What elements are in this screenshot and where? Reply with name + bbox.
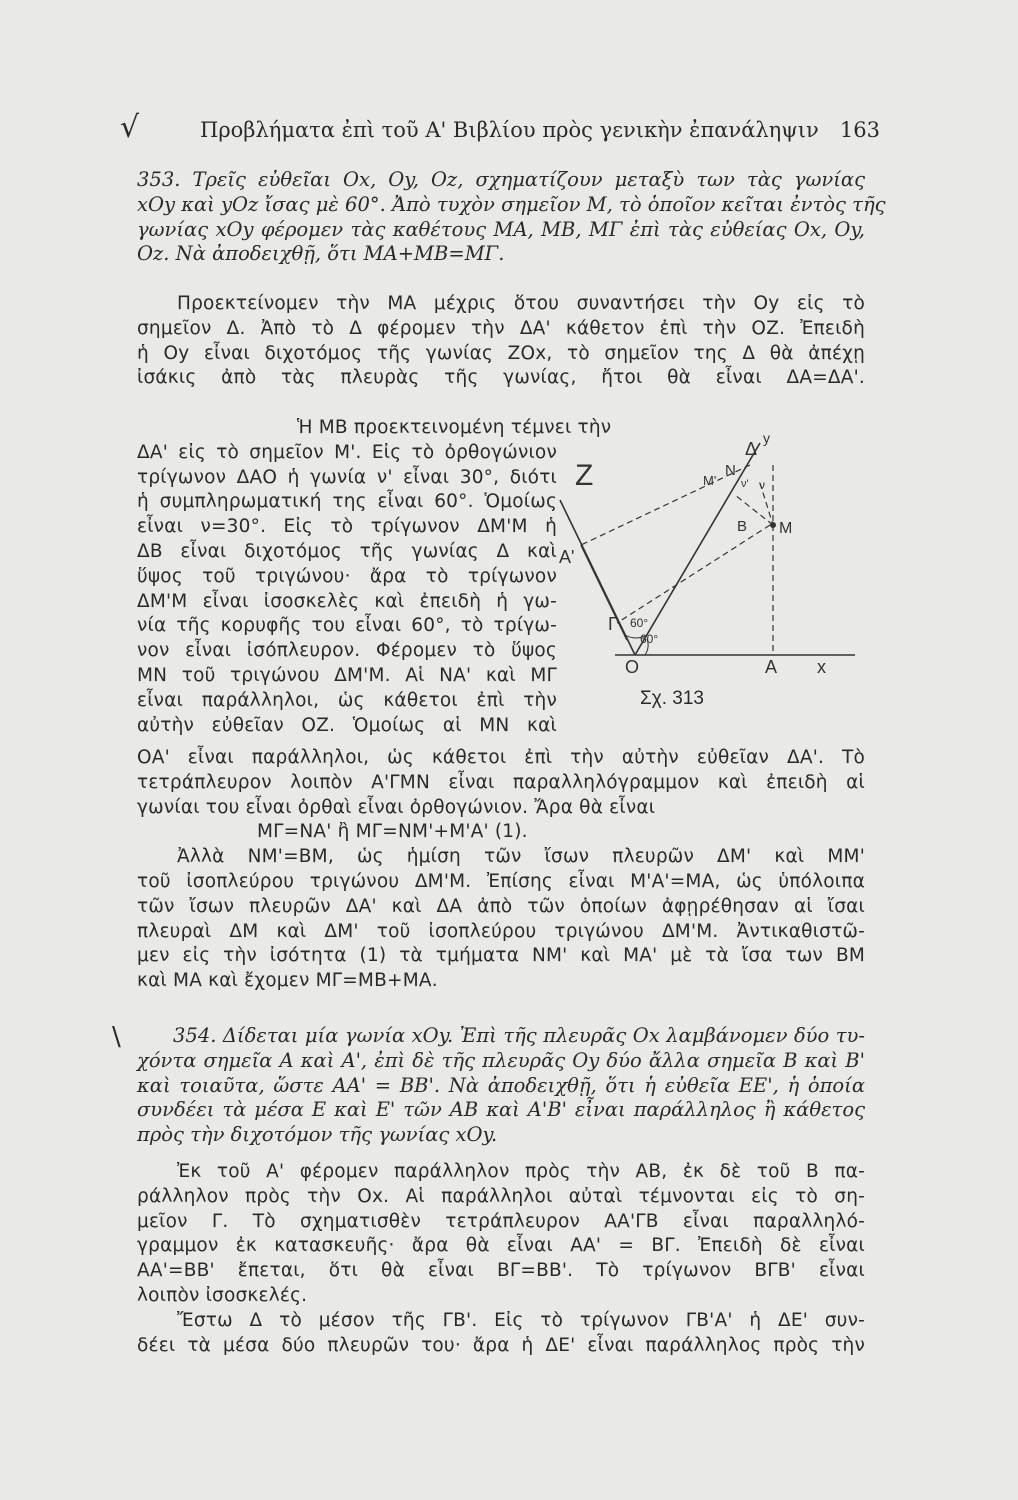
text-line: γωνίαι του εἶναι ὀρθαὶ εἶναι ὀρθογώνιον. Ἄρα θὰ εἶναι [137,796,656,818]
label-gamma: Γ [608,614,618,634]
label-m-prime: M' [703,473,717,488]
point-m [770,522,776,528]
text-line: Ἔστω Δ τὸ μέσον τῆς ΓΒ'. Εἰς τὸ τρίγωνον ΓΒ'Α' ἡ ΔΕ' συν- [177,1309,865,1331]
figure-caption: Σχ. 313 [640,688,704,709]
solution-354 [137,1160,865,1358]
check-mark-icon: √ [120,110,140,145]
text-line: ἰσάκις ἀπὸ τὰς πλευρὰς τῆς γωνίας, ἤτοι θὰ εἶναι ΔΑ=ΔΑ'. [137,367,865,389]
problem-354 [137,1024,865,1148]
label-angle-60-b: 60° [640,632,659,646]
solution-353-intro [137,292,865,391]
label-a-prime: A' [559,547,575,567]
text-line: ΑΑ'=ΒΒ' ἔπεται, ὅτι θὰ εἶναι ΒΓ=ΒΒ'. Τὸ τρίγωνον ΒΓΒ' εἶναι [137,1260,865,1282]
margin-mark-icon: \ [112,1022,121,1052]
problem-353-line: 353. Τρεῖς εὐθεῖαι Ox, Oy, Oz, σχηματίζουν μεταξὺ των τὰς γωνίας [137,168,865,191]
text-line: νία τῆς κορυφῆς του εἶναι 60°, τὸ τρίγω- [137,615,557,637]
segment-a-prime-gamma [581,545,627,640]
label-nu-prime: ν' [741,478,749,490]
label-delta: Δ [745,439,758,459]
problem-353-line: γωνίας xOy φέρομεν τὰς καθέτους MA, MB, MΓ ἐπὶ τὰς εὐθείας Ox, Oy, [137,217,865,241]
figure-313 [545,425,880,725]
text-line: εἶναι παράλληλοι, ὡς κάθετοι ἐπὶ τὴν [137,689,557,711]
text-line: πλευραὶ ΔΜ καὶ ΔΜ' τοῦ ἰσοπλεύρου τριγώνου ΔΜ'Μ. Ἀντικαθιστῶ- [137,920,865,942]
text-line: δέει τὰ μέσα δύο πλευρῶν του· ἄρα ἡ ΔΕ' εἶναι παράλληλος πρὸς τὴν [137,1334,865,1356]
text-line: λοιπὸν ἰσοσκελές. [137,1284,308,1306]
text-line: τοῦ ἰσοπλεύρου τριγώνου ΔΜ'Μ. Ἐπίσης εἶναι Μ'Α'=ΜΑ, ὡς ὑπόλοιπα [137,870,865,892]
label-x: x [817,657,826,677]
text-line: ΔΒ εἶναι διχοτόμος τῆς γωνίας Δ καὶ [137,540,557,562]
text-line: γραμμον ἐκ κατασκευῆς· ἄρα θὰ εἶναι ΑΑ' = ΒΓ. Ἐπειδὴ δὲ εἶναι [137,1235,865,1257]
solution-353-continued [137,746,865,994]
text-line: Προεκτείνομεν τὴν ΜΑ μέχρις ὅτου συναντήσει τὴν Oy εἰς τὸ [177,293,865,314]
line-oy [635,443,760,655]
text-line: αὐτὴν εὐθεῖαν ΟΖ. Ὁμοίως αἱ ΜΝ καὶ [137,714,557,736]
page-number: 163 [839,118,880,142]
text-line: τῶν ἴσων πλευρῶν ΔΑ' καὶ ΔΑ ἀπὸ τῶν ὁποίων ἀφῃρέθησαν αἱ ἴσαι [137,895,865,917]
running-header [120,110,880,148]
text-line: Ἀλλὰ ΝΜ'=ΒΜ, ὡς ἡμίση τῶν ἴσων πλευρῶν ΔΜ' καὶ ΜΜ' [177,846,865,868]
label-nu: ν [759,478,765,492]
text-line: ΜΝ τοῦ τριγώνου ΔΜ'Μ. Αἱ ΝΑ' καὶ ΜΓ [137,664,557,686]
problem-354-line: 354. Δίδεται μία γωνία xOy. Ἐπὶ τῆς πλευρᾶς Ox λαμβάνομεν δύο τυ- [173,1024,865,1047]
header-title: Προβλήματα ἐπὶ τοῦ Α' Βιβλίου πρὸς γενικὴν ἐπανάληψιν [200,118,819,142]
text-line: ἡ συμπληρωματική της εἶναι 60°. Ὁμοίως [137,491,557,513]
problem-354-line: πρὸς τὴν διχοτόμον τῆς γωνίας xOy. [137,1123,498,1147]
label-b: B [737,518,748,535]
problem-354-line: καὶ τοιαῦτα, ὥστε AA' = BB'. Νὰ ἀποδειχθῇ, ὅτι ἡ εὐθεῖα EE', ἡ ὁποία [137,1073,865,1097]
problem-353 [137,168,886,267]
text-line: καὶ ΜΑ καὶ ἔχομεν ΜΓ=ΜΒ+ΜΑ. [137,970,438,992]
text-line: ΔΑ' εἰς τὸ σημεῖον Μ'. Εἰς τὸ ὀρθογώνιον [137,441,557,463]
problem-354-line: χόντα σημεῖα A καὶ A', ἐπὶ δὲ τῆς πλευρᾶς Oy δύο ἄλλα σημεῖα B καὶ B' [137,1048,865,1072]
label-m: M [779,520,793,537]
problem-354-line: συνδέει τὰ μέσα E καὶ E' τῶν AB καὶ A'B' εἶναι παράλληλος ἢ κάθετος [137,1098,865,1122]
text-line: Ἡ ΜΒ προεκτεινομένη τέμνει τὴν [297,417,612,438]
text-line: ΟΑ' εἶναι παράλληλοι, ὡς κάθετοι ἐπὶ τὴν αὐτὴν εὐθεῖαν ΔΑ'. Τὸ [137,747,865,768]
problem-353-line: Oz. Νὰ ἀποδειχθῇ, ὅτι MA+MB=MΓ. [137,242,505,266]
line-m-gamma [617,525,770,623]
equation-1: ΜΓ=ΝΑ' ἢ ΜΓ=ΝΜ'+Μ'Α' (1). [257,821,528,843]
text-line: σημεῖον Δ. Ἀπὸ τὸ Δ φέρομεν τὴν ΔΑ' κάθετον ἐπὶ τὴν ΟΖ. Ἐπειδὴ [137,317,865,339]
text-line: ἡ Oy εἶναι διχοτόμος τῆς γωνίας ΖΟx, τὸ σημεῖον της Δ θὰ ἀπέχῃ [137,342,865,364]
text-line: τρίγωνον ΔΑΟ ἡ γωνία ν' εἶναι 30°, διότι [137,466,557,488]
solution-353-narrow [137,416,612,738]
label-a: A [765,657,778,677]
text-line: ράλληλον πρὸς τὴν Οx. Αἱ παράλληλοι αὐταὶ τέμνονται εἰς τὸ ση- [137,1185,865,1207]
label-n: N [725,462,736,479]
label-y: y [763,430,770,446]
text-line: τετράπλευρον λοιπὸν Α'ΓΜΝ εἶναι παραλληλόγραμμον καὶ ἐπειδὴ αἱ [137,771,865,793]
label-z: Z [575,459,594,492]
text-line: νον εἶναι ἰσόπλευρον. Φέρομεν τὸ ὕψος [137,640,557,662]
text-line: μεν εἰς τὴν ἰσότητα (1) τὰ τμήματα ΝΜ' καὶ ΜΑ' μὲ τὰ ἴσα των ΒΜ [137,945,865,967]
text-line: εἶναι ν=30°. Εἰς τὸ τρίγωνον ΔΜ'Μ ἡ [137,516,557,538]
text-line: ὕψος τοῦ τριγώνου· ἄρα τὸ τρίγωνον [137,565,557,587]
text-line: Ἐκ τοῦ Α' φέρομεν παράλληλον πρὸς τὴν ΑΒ, ἐκ δὲ τοῦ Β πα- [177,1161,865,1182]
text-line: μεῖον Γ. Τὸ σχηματισθὲν τετράπλευρον ΑΑ'ΓΒ εἶναι παραλληλό- [137,1210,865,1232]
problem-353-line: xOy καὶ yOz ἴσας μὲ 60°. Ἀπὸ τυχὸν σημεῖον M, τὸ ὁποῖον κεῖται ἐντὸς τῆς [137,192,886,216]
label-angle-60-a: 60° [630,616,649,630]
text-line: ΔΜ'Μ εἶναι ἰσοσκελὲς καὶ ἐπειδὴ ἡ γω- [137,590,557,612]
label-o: O [625,657,640,677]
